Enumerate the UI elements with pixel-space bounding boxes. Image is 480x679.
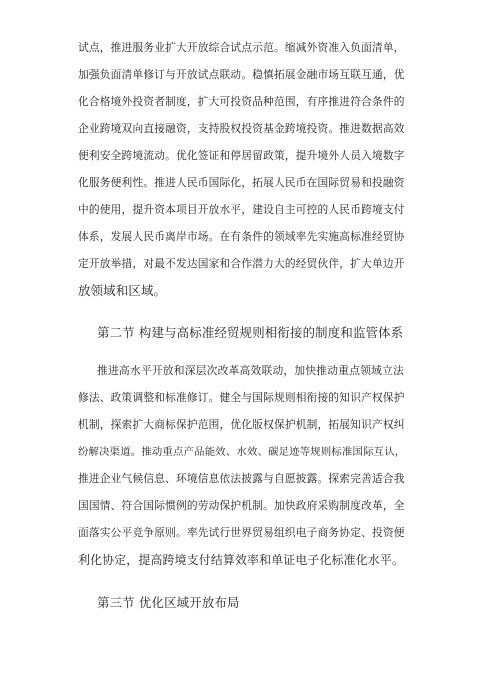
paragraph-line: 面落实公平竞争原则。率先试行世界贸易组织电子商务协定、投资便: [78, 526, 405, 539]
paragraph-line: 国国情、符合国际惯例的劳动保护机制。加快政府采购制度改革，全: [78, 499, 405, 512]
paragraph-line: 推进高水平开放和深层次改革高效联动，加快推动重点领域立法: [97, 364, 405, 377]
paragraph-line: 放领域和区域。: [78, 283, 167, 298]
paragraph-line: 加强负面清单修订与开放试点联动。稳慎拓展金融市场互联互通，优: [78, 68, 405, 81]
paragraph-line: 利化协定，提高跨境支付结算效率和单证电子化标准化水平。: [78, 553, 405, 567]
paragraph-line: 修法、政策调整和标准修订。健全与国际规则相衔接的知识产权保护: [78, 391, 405, 404]
paragraph-line: 推进企业气候信息、环境信息依法披露与自愿披露。探索完善适合我: [78, 472, 405, 485]
paragraph-line: 体系，发展人民币离岸市场。在有条件的领域率先实施高标准经贸协: [78, 230, 405, 243]
paragraph-line: 试点，推进服务业扩大开放综合试点示范。缩减外资准入负面清单，: [78, 41, 405, 54]
paragraph-line: 化合格境外投资者制度，扩大可投资品种范围，有序推进符合条件的: [78, 95, 405, 108]
paragraph-line: 定开放举措，对最不发达国家和合作潜力大的经贸伙伴，扩大单边开: [78, 257, 405, 270]
section-heading-2: 第二节 构建与高标准经贸规则相衔接的制度和监管体系: [97, 325, 404, 340]
paragraph-line: 机制，探索扩大商标保护范围，优化版权保护机制，拓展知识产权纠: [78, 418, 405, 431]
paragraph-line: 企业跨境双向直接融资，支持股权投资基金跨境投资。推进数据高效: [78, 122, 405, 135]
paragraph-line: 中的使用，提升资本项目开放水平，建设自主可控的人民币跨境支付: [78, 203, 405, 216]
paragraph-line: 纷解决渠道。推动重点产品能效、水效、碳足迹等规则标准国际互认，: [78, 446, 406, 458]
paragraph-line: 化服务便利性。推进人民币国际化，拓展人民币在国际贸易和投融资: [78, 176, 405, 189]
paragraph-line: 便利安全跨境流动。优化签证和停居留政策，提升境外人员入境数字: [78, 149, 405, 162]
section-heading-3: 第三节 优化区域开放布局: [97, 595, 240, 610]
